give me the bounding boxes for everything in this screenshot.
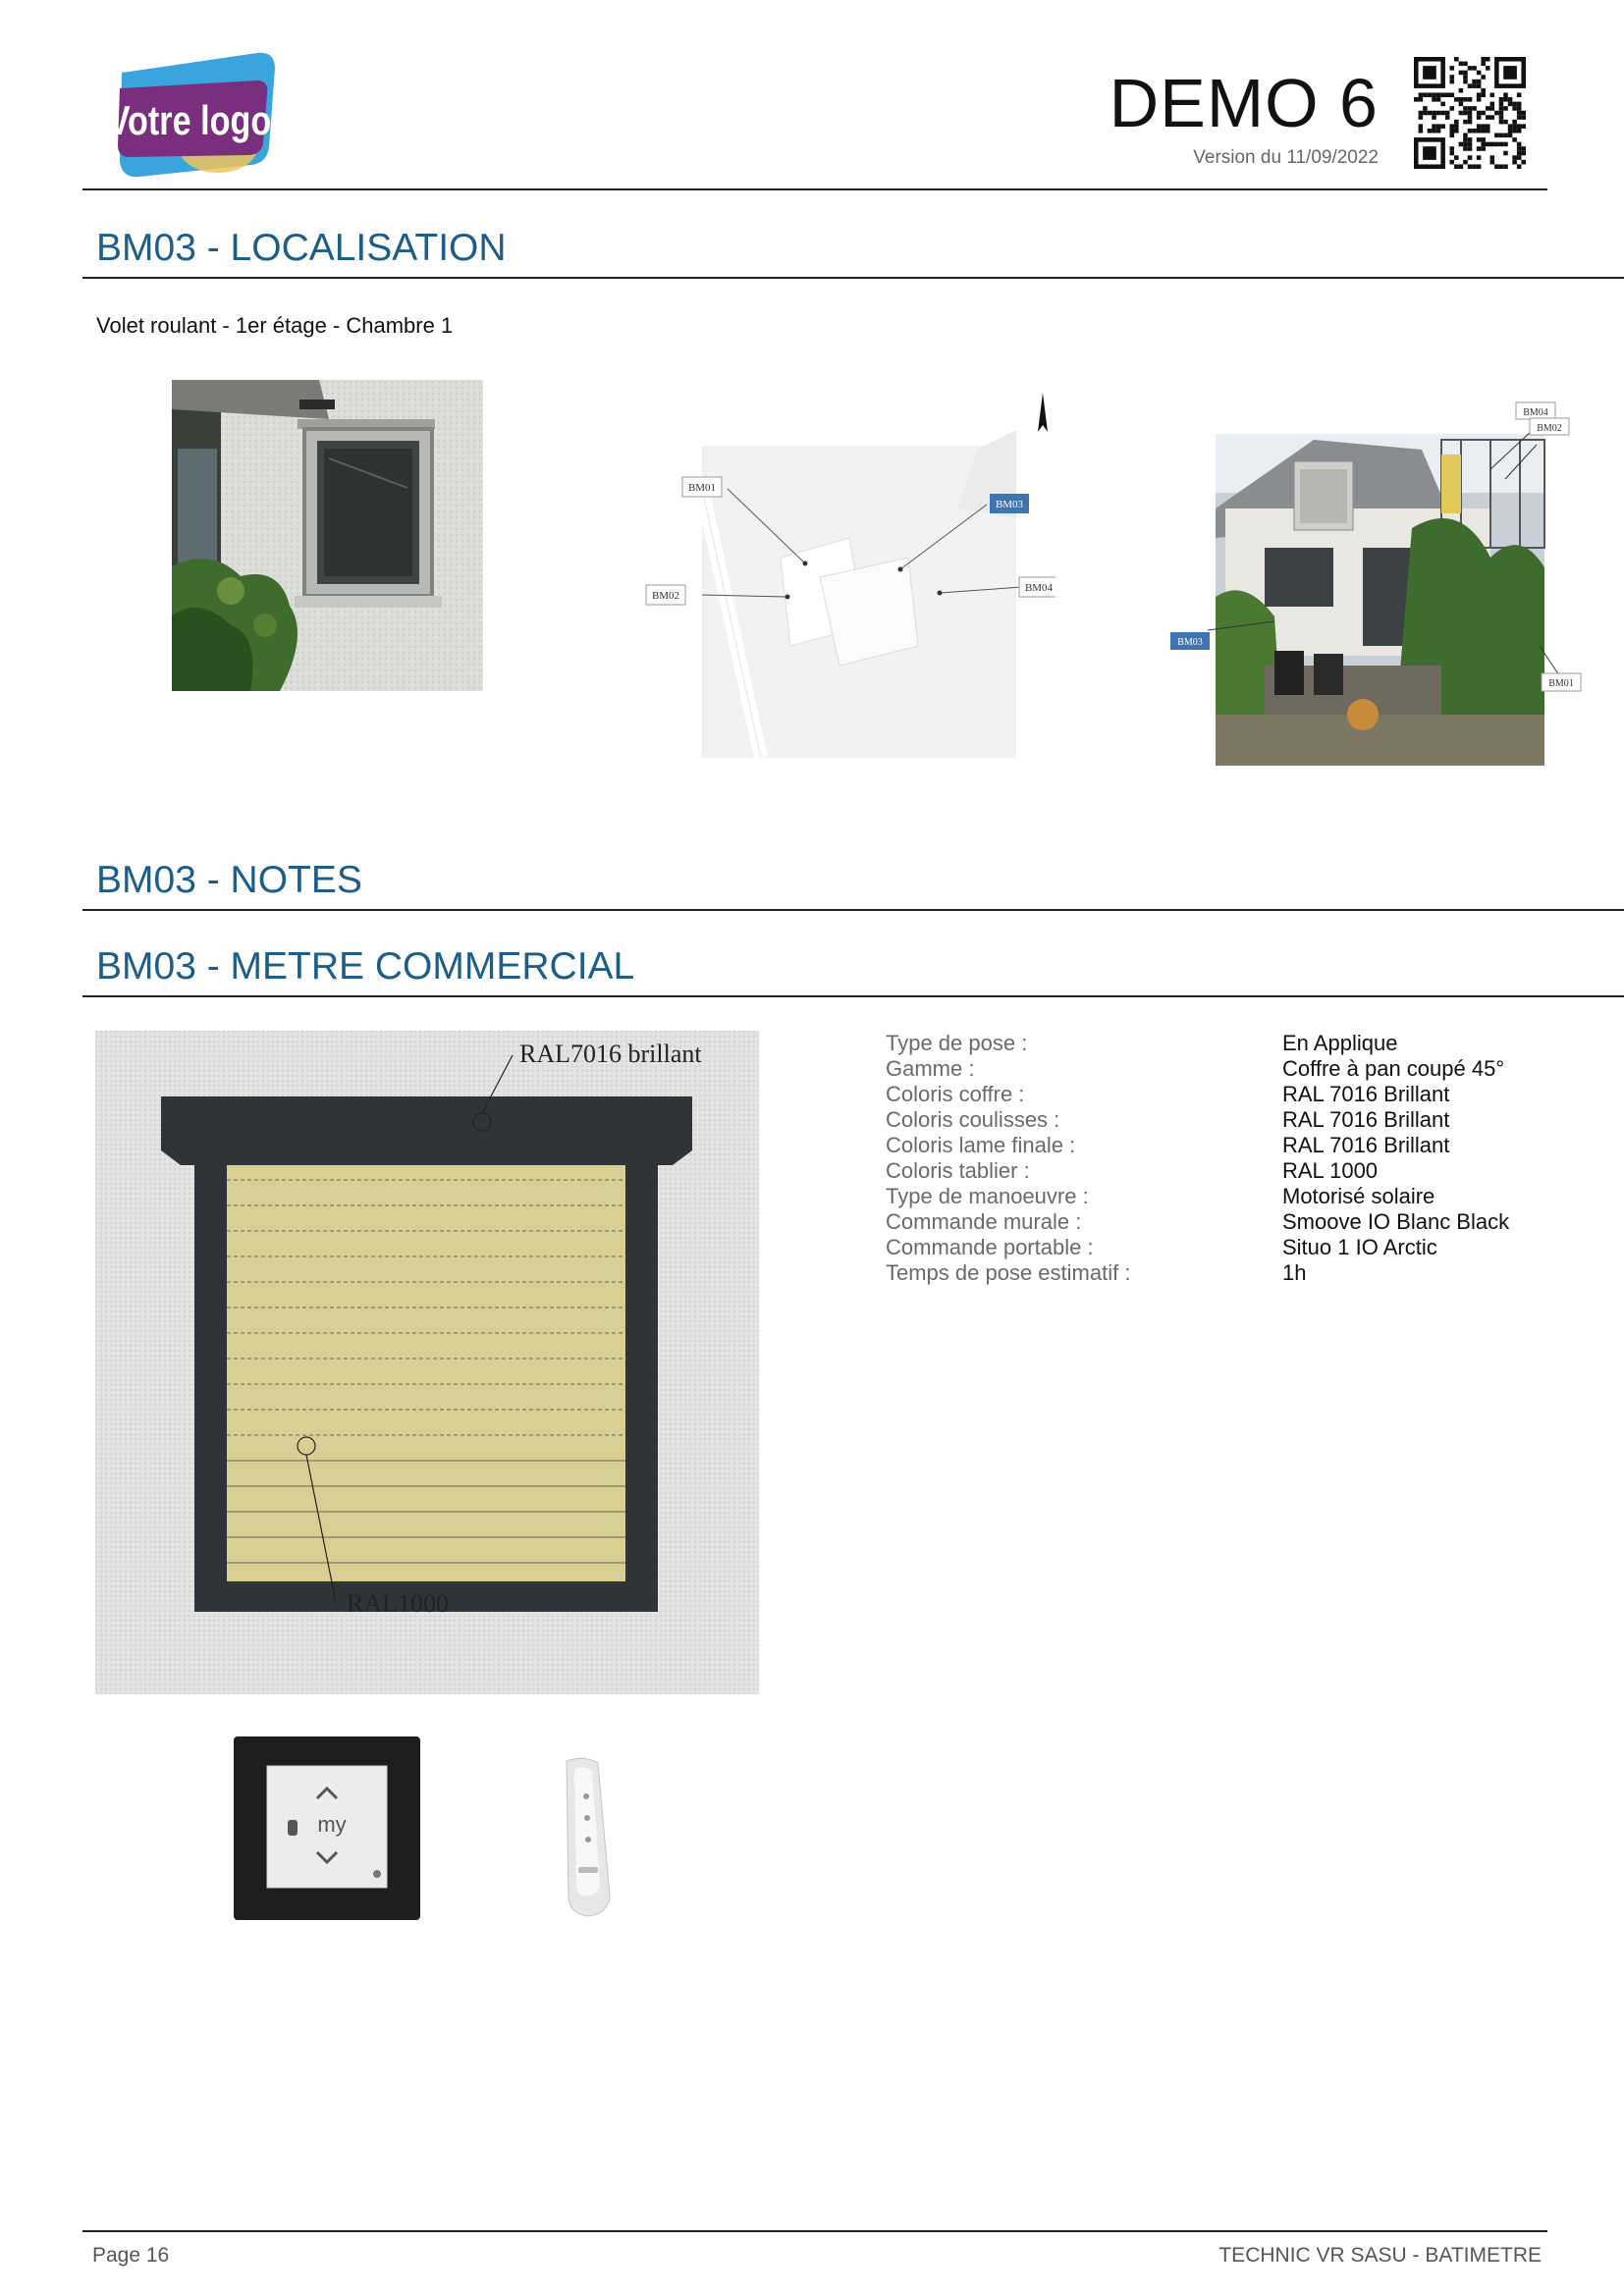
location-description: Volet roulant - 1er étage - Chambre 1 [96,313,454,338]
wall-control-photo [234,1736,420,1920]
spec-label: Commande portable : [886,1235,1094,1259]
spec-label: Commande murale : [886,1209,1082,1234]
spec-label: Type de pose : [886,1031,1028,1055]
svg-text:BM03: BM03 [995,499,1024,510]
section-divider [82,995,1624,997]
facade-label-bm03 [1170,632,1210,650]
section-divider [82,909,1624,911]
section-divider [82,277,1624,279]
qr-code [1414,57,1526,169]
facade-label-bm04 [1516,402,1555,419]
callout-tablier-color: RAL1000 [347,1589,449,1618]
svg-text:BM02: BM02 [1537,423,1562,434]
remote-control-photo [555,1757,614,1919]
section-title-notes: BM03 - NOTES [96,859,362,901]
spec-label: Type de manoeuvre : [886,1184,1089,1208]
version-date: Version du 11/09/2022 [1193,147,1379,168]
spec-value: RAL 7016 Brillant [1282,1107,1450,1132]
facade-photo [1166,400,1589,766]
document-title: DEMO 6 [1109,65,1379,141]
shutter-drawing [95,1031,759,1694]
footer-divider [82,2230,1547,2232]
header-divider [82,188,1547,190]
spec-value: Motorisé solaire [1282,1184,1435,1208]
spec-value: Smoove IO Blanc Black [1282,1209,1510,1234]
spec-value: 1h [1282,1260,1307,1285]
location-map [643,391,1056,762]
svg-text:BM03: BM03 [1177,637,1203,648]
company-logo [110,49,285,181]
map-label-bm04 [1019,577,1056,597]
spec-label: Temps de pose estimatif : [886,1260,1131,1285]
section-title-metre: BM03 - METRE COMMERCIAL [96,945,635,988]
spec-value: Situo 1 IO Arctic [1282,1235,1437,1259]
callout-coffre-color: RAL7016 brillant [519,1040,702,1068]
spec-value: RAL 1000 [1282,1158,1379,1183]
spec-value: RAL 7016 Brillant [1282,1133,1450,1157]
window-photo [172,380,483,691]
facade-label-bm01 [1542,673,1581,691]
company-name: TECHNIC VR SASU - BATIMETRE [1218,2244,1542,2267]
spec-label: Coloris lame finale : [886,1133,1076,1157]
page-number: Page 16 [92,2244,170,2267]
svg-text:BM01: BM01 [687,482,717,494]
svg-text:BM02: BM02 [651,590,680,602]
remote-my-label: my [317,1812,347,1837]
spec-value: En Applique [1282,1031,1398,1055]
spec-value: Coffre à pan coupé 45° [1282,1056,1505,1081]
spec-label: Coloris coffre : [886,1082,1025,1106]
spec-label: Gamme : [886,1056,975,1081]
spec-label: Coloris tablier : [886,1158,1030,1183]
svg-text:BM04: BM04 [1024,582,1054,594]
map-label-bm03 [990,494,1029,513]
svg-text:BM01: BM01 [1548,678,1574,689]
map-label-bm01 [682,477,722,497]
logo-text: Votre logo [110,97,272,144]
facade-label-bm02 [1530,418,1569,435]
svg-text:BM04: BM04 [1523,407,1548,418]
spec-value: RAL 7016 Brillant [1282,1082,1450,1106]
map-label-bm02 [646,585,685,605]
spec-label: Coloris coulisses : [886,1107,1060,1132]
section-title-localisation: BM03 - LOCALISATION [96,227,507,269]
